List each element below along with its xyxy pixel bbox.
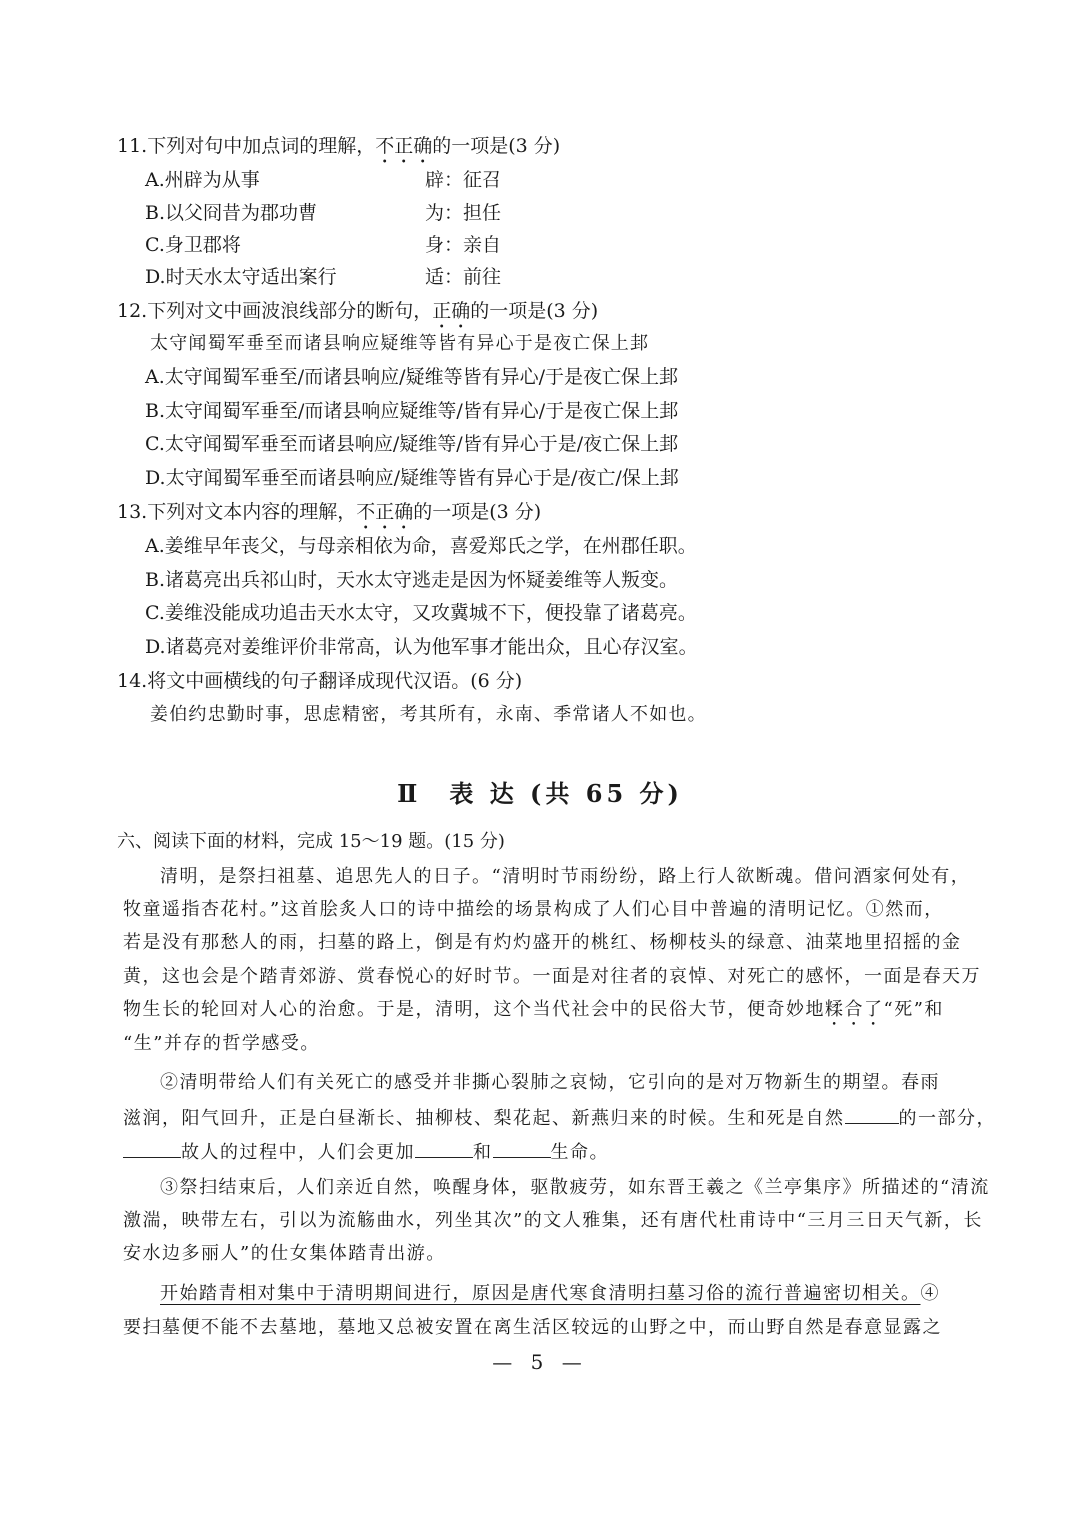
q11-note-b: 为：担任 (425, 202, 502, 224)
q14-title: 14.将文中画横线的句子翻译成现代汉语。(6 分) (117, 670, 523, 692)
para1-line5-text: 物生长的轮回对人心的治愈。于是，清明，这个当代社会中的民俗大节，便奇妙地 (123, 999, 825, 1020)
para2-line2-text: 滋润，阳气回升，正是白昼渐长、抽柳枝、梨花起、新燕归来的时候。生和死是自然 (123, 1108, 845, 1129)
para2-line3-end: 生命。 (550, 1142, 609, 1163)
para1-line3: 若是没有那愁人的雨，扫墓的路上，倒是有灼灼盛开的桃红、杨柳枝头的绿意、油菜地里招摇的金 (123, 932, 962, 953)
q14-sentence: 姜伯约忠勤时事，思虑精密，考其所有，永南、季常诸人不如也。 (150, 704, 707, 725)
para1-line1: 清明，是祭扫祖墓、追思先人的日子。“清明时节雨纷纷，路上行人欲断魂。借问酒家何处有， (160, 866, 971, 887)
q11-title-post: 的一项是(3 分) (432, 135, 561, 157)
para4-marker: ④ (920, 1283, 940, 1304)
blank-3[interactable] (415, 1139, 473, 1158)
para3-line2: 激湍，映带左右，引以为流觞曲水，列坐其次”的文人雅集，还有唐代杜甫诗中“三月三日天气新，长 (123, 1210, 983, 1231)
para2-line1: ②清明带给人们有关死亡的感受并非撕心裂肺之哀恸，它引向的是对万物新生的期望。春雨 (160, 1072, 940, 1093)
para2-line2-end: 的一部分， (898, 1108, 996, 1129)
blank-4[interactable] (493, 1139, 551, 1158)
q13-title-post: 的一项是(3 分) (413, 501, 542, 523)
page-number: — 5 — (492, 1350, 588, 1374)
para2-line3 (123, 1139, 609, 1166)
q13-option-d: D.诸葛亮对姜维评价非常高，认为他军事才能出众，且心存汉室。 (145, 636, 698, 658)
q12-option-c: C.太守闻蜀军垂至而诸县响应/疑维等/皆有异心于是/夜亡保上邽 (145, 433, 679, 455)
para3-line1: ③祭扫结束后，人们亲近自然，唤醒身体，驱散疲劳，如东晋王羲之《兰亭集序》所描述的“清流 (160, 1177, 990, 1198)
para3-line3: 安水边多丽人”的仕女集体踏青出游。 (123, 1243, 446, 1264)
q12-option-a: A.太守闻蜀军垂至/而诸县响应/疑维等皆有异心/于是夜亡保上邽 (145, 366, 678, 388)
blank-2[interactable] (123, 1139, 181, 1158)
para1-dotted-word: 糅合了 (825, 999, 884, 1020)
para4-underlined-sentence: 开始踏青相对集中于清明期间进行，原因是唐代寒食清明扫墓习俗的流行普遍密切相关。 (160, 1283, 921, 1304)
para1-line5-end: “死”和 (883, 999, 944, 1020)
q13-title-emph: 不正确 (356, 501, 414, 523)
para4-line1 (160, 1281, 940, 1307)
q12-option-b: B.太守闻蜀军垂至/而诸县响应疑维等/皆有异心/于是夜亡保上邽 (145, 400, 679, 422)
section-title: Ⅱ 表 达 (共 65 分) (397, 779, 683, 808)
q11-option-a: A.州辟为从事 (145, 169, 260, 191)
para2-line3-and: 和 (473, 1142, 493, 1163)
q11-title (117, 133, 560, 168)
q12-passage: 太守闻蜀军垂至而诸县响应疑维等皆有异心于是夜亡保上邽 (150, 333, 650, 354)
q11-note-a: 辟：征召 (425, 169, 502, 191)
para2-line3-text: 故人的过程中，人们会更加 (181, 1142, 415, 1163)
para1-line6: “生”并存的哲学感受。 (123, 1033, 320, 1054)
para1-line2: 牧童遥指杏花村。”这首脍炙人口的诗中描绘的场景构成了人们心目中普遍的清明记忆。①然而， (123, 899, 944, 920)
para1-line5 (123, 997, 944, 1030)
para4-line2: 要扫墓便不能不去墓地，墓地又总被安置在离生活区较远的山野之中，而山野自然是春意显露之 (123, 1317, 942, 1338)
para2-line2 (123, 1105, 996, 1132)
blank-1[interactable] (845, 1105, 899, 1124)
q12-title-emph: 正确 (432, 300, 471, 322)
q11-title-pre: 11.下列对句中加点词的理解， (117, 135, 376, 157)
q13-title (117, 499, 541, 534)
para1-line4: 黄，这也会是个踏青郊游、赏春悦心的好时节。一面是对往者的哀悼、对死亡的感怀，一面是春天万 (123, 966, 981, 987)
part6-title: 六、阅读下面的材料，完成 15～19 题。(15 分) (117, 831, 505, 852)
q12-option-d: D.太守闻蜀军垂至而诸县响应/疑维等皆有异心于是/夜亡/保上邽 (145, 467, 679, 489)
q11-option-c: C.身卫郡将 (145, 234, 241, 256)
q13-option-a: A.姜维早年丧父，与母亲相依为命，喜爱郑氏之学，在州郡任职。 (145, 535, 697, 557)
q11-note-d: 适：前往 (425, 266, 502, 288)
q13-option-c: C.姜维没能成功追击天水太守，又攻冀城不下，便投靠了诸葛亮。 (145, 602, 697, 624)
q12-title-post: 的一项是(3 分) (470, 300, 599, 322)
q11-note-c: 身：亲自 (425, 234, 502, 256)
q12-title-pre: 12.下列对文中画波浪线部分的断句， (117, 300, 433, 322)
q12-title (117, 298, 598, 333)
q11-title-emph: 不正确 (375, 135, 433, 157)
q13-option-b: B.诸葛亮出兵祁山时，天水太守逃走是因为怀疑姜维等人叛变。 (145, 569, 679, 591)
q11-option-b: B.以父冏昔为郡功曹 (145, 202, 318, 224)
q11-option-d: D.时天水太守适出案行 (145, 266, 337, 288)
q13-title-pre: 13.下列对文本内容的理解， (117, 501, 357, 523)
